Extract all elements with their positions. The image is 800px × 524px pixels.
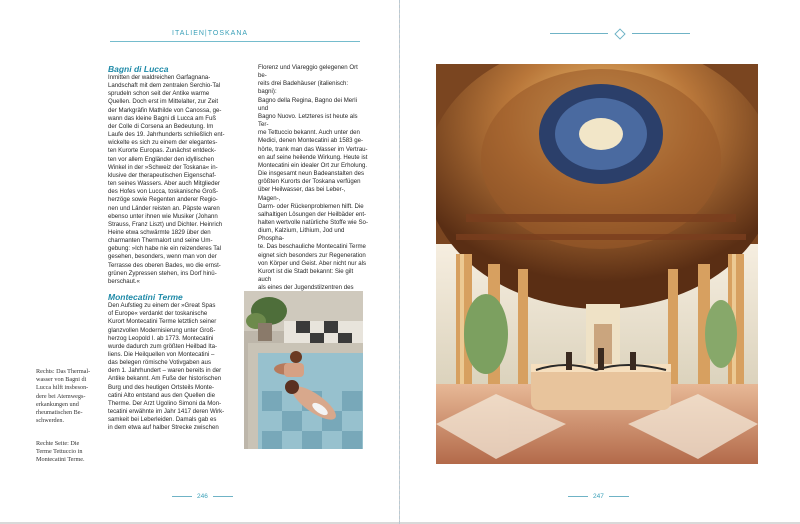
page-number-right: 247 [593, 493, 604, 500]
photo-thermal-pool [244, 291, 363, 449]
paragraph-montecatini: Den Aufstieg zu einem der »Great Spas of Europe« verdankt der toskanische Kurort Montecatini Terme letztlich seiner glanzvollen Modernisierung unter Groß- herzog Leopold I. ab 1773. Montecatini wurde dadurch zum größten Heilbad Ita- liens. Die Heilquellen von Montecatini – das belegen römische Votivgaben aus dem 1. Jahrhundert – waren bereits in der Antike bekannt. Am Fuße der historischen Burg und des heutigen Ortsteils Monte- catini Alto entstand aus den Quellen die Therme. Der Arzt Ugolino Simoni da Mon- tecatini erwähnte im Jahr 1417 deren Wirk- samkeit bei Leberleiden. Damals gab es in dem etwa auf halber Strecke zwischen [108, 302, 225, 432]
folio-ornament-left [172, 496, 192, 497]
text-column-1 [108, 64, 252, 433]
folio-ornament-left-2 [213, 496, 233, 497]
paragraph-column-2: Florenz und Viareggio gelegenen Ort be- reits drei Badehäuser (italienisch: bagni): Bagno della Regina, Bagno dei Merli und Bagno Nuovo. Letzteres ist heute als Ter- me Tettuccio bekannt. Auch unter den Medici, denen Montecatini ab 1583 ge- hörte, trank man das Wasser im Vertrau- en auf seine heilende Wirkung. Heute ist Montecatini ein idealer Ort zur Erholung. Die insgesamt neun Badeanstalten des größten Kurorts der Toskana verfügen über Heilwasser, das bei Leber-, Magen-, Darm- oder Rückenproblemen hilft. Die salhaltigen Lösungen der Heilbäder ent- halten wertvolle natürliche Stoffe wie So- dium, Kalzium, Lithium, Jod und Phospha- te. Das beschauliche Montecatini Terme eignet sich besonders zur Regeneration von Körper und Geist. Aber nicht nur als Kurort ist die Stadt bekannt: Sie gilt auch als eines der Jugendstilzentren des [258, 64, 368, 292]
photo-terme-tettuccio [436, 64, 758, 464]
gutter-fold [399, 0, 400, 524]
page-number-left: 246 [197, 493, 208, 500]
paragraph-bagni-di-lucca: Inmitten der waldreichen Garfagnana- Landschaft mit dem zentralen Serchio-Tal sprudeln schon seit der Antike warme Quellen. Doch erst im Mittelalter, zur Zeit der Markgräfin Mathilde von Canossa, ge- wann das kleine Bagni di Lucca am Fuß der Colle di Corsena an Bedeutung. Im Laufe des 19. Jahrhunderts schließlich ent- wickelte es sich zu einem der elegantes- ten Kurorte Europas. Zunächst entdeck- ten vor allem Engländer den idyllischen Winkel in der »Schweiz der Toskana« in- klusive der therapeutischen Eigenschaf- ten seines Wassers. Aber auch Mitglieder des Hofes von Lucca, toskanische Groß- herzöge sowie Regenten anderer Regio- nen und Länder reisten an. Päpste waren ebenso unter ihnen wie Musiker (Johann Strauss, Franz Liszt) und Dichter. Heinrich Heine etwa schwärmte 1829 über den charmanten Thermalort und seine Um- gebung: »Ich habe nie ein reizenderes Tal gesehen, besonders, wenn man von der Terrasse des oberen Bades, wo die ernst- grünen Zypressen stehen, ins Dorf hinü- berschaut.« [108, 74, 225, 285]
subheading-bagni-di-lucca: Bagni di Lucca [108, 64, 169, 74]
running-head-rule [110, 41, 360, 42]
folio-ornament-right [568, 496, 588, 497]
folio-ornament-right-2 [609, 496, 629, 497]
caption-right: Rechte Seite: Die Terme Tettuccio in Montecatini Terme. [36, 440, 85, 464]
caption-left: Rechts: Das Thermal- wasser von Bagni di Lucca hilft insbeson- dere bei Atemwegs- erkankungen und rheumatischen Be- schwerden. [36, 368, 91, 425]
running-head-ornament [550, 29, 690, 37]
running-head: ITALIEN|TOSKANA [172, 30, 249, 37]
subheading-montecatini-terme: Montecatini Terme [108, 292, 183, 303]
